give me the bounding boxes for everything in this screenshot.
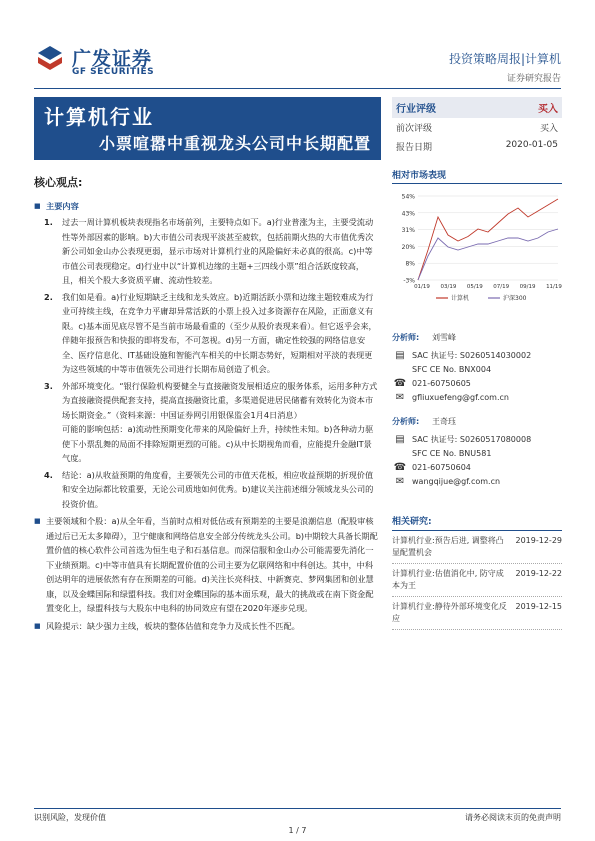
point-4-text: 结论：a)从收益预期的角度看，主要领先公司的市值天花板，相应收益预期的折现价值和安全边际都比较重要，无论公司质地如何优秀。b)建议关注前述细分领域龙头公司的投资价值。: [62, 469, 374, 509]
related-date: 2019-12-29: [515, 536, 562, 545]
page-number: 1 / 7: [288, 826, 307, 835]
title-band: [34, 97, 381, 160]
report-type: 投资策略周报|计算机: [448, 52, 561, 66]
point-3-impact: 可能的影响包括：a)流动性预期变化带来的风险偏好上升，持续性未知。b)各种动力驱使下小票乱舞的局面不排除短期更烈的可能。c)从中长期视角而看，应能提升金融IT景气度。: [62, 424, 374, 463]
mail-icon: ✉: [395, 391, 405, 403]
analyst-sac: SAC 执证号: S0260514030002: [412, 350, 532, 360]
main-content: [34, 176, 379, 633]
gf-logo-icon: [34, 44, 66, 76]
analyst-email[interactable]: wangqijue@gf.com.cn: [412, 476, 501, 486]
x-tick-label: 11/19: [546, 284, 562, 290]
rating-row: [392, 97, 562, 118]
y-tick-label: 8%: [405, 260, 415, 268]
analyst-sac: SAC 执证号: S0260517080008: [412, 434, 532, 444]
phone-icon: ☎: [393, 461, 407, 473]
footer-slogan: 识别风险，发现价值: [34, 813, 106, 822]
point-2: 2. 我们如是看。a)行业短期缺乏主线和龙头效应。b)近期活跃小票和边缘主题较难成为行业可持续主线，在竞争力平庸却异常活跃的小票上投入过多资源存在风险，正面意义有限。c)基本面见底尽管不是当前市场最看重的（至少从股价表现来看）。但它返乎会来，伴随年报预告和快报的即将发布，不可忽视。d)另一方面，确定性较强的网络信息安全、医疗信息化、IT基础设施和智能汽车相关的中长期态势好，短期相对平淡的表现更为这些领域的中等市值领先公司进行长期布局创造了机会。: [44, 291, 377, 374]
related-label: 相关研究:: [392, 514, 562, 531]
rating-value: 买入: [538, 104, 558, 115]
rating-key: 行业评级: [396, 104, 436, 115]
analyst-sfc: SFC CE No. BNX004: [412, 364, 492, 374]
relative-performance-chart: [392, 183, 562, 313]
chart-svg: [392, 184, 562, 312]
y-tick-label: 54%: [401, 193, 415, 201]
chart-title: 相对市场表现: [392, 171, 447, 181]
x-tick-label: 01/19: [414, 284, 430, 290]
report-title: 小票喧嚣中重视龙头公司中长期配置: [98, 134, 371, 153]
point-3-text: 外部环境变化。“银行保险机构要健全与直接融资发展相适应的服务体系，运用多种方式为直接融资提供配套支持，提高直接融资比重，多渠道促进居民储蓄有效转化为资本市场长期资金。”（资料来源：中国证券网引用银保监会1月4日消息）: [62, 380, 378, 420]
x-tick-label: 05/19: [466, 284, 483, 290]
analyst-block-2: [392, 414, 562, 488]
id-card-icon: ▤: [395, 349, 405, 361]
y-tick-label: 20%: [401, 243, 415, 251]
y-tick-label: 31%: [401, 227, 415, 235]
analyst-label: 分析师:: [392, 416, 420, 426]
related-item[interactable]: [392, 564, 562, 597]
related-item[interactable]: [392, 597, 562, 630]
analyst-name: 王奇珏: [432, 416, 456, 426]
analyst-sfc: SFC CE No. BNU581: [412, 448, 492, 458]
related-title: 计算机行业:估值消化中, 防守成本为王: [392, 569, 504, 590]
y-tick-label: -3%: [403, 277, 415, 285]
related-research: [392, 514, 562, 630]
x-tick-label: 07/19: [493, 284, 510, 290]
footer-divider: [34, 808, 561, 809]
analyst-email[interactable]: gfliuxuefeng@gf.com.cn: [412, 392, 509, 402]
rating-row: [392, 137, 562, 156]
point-4: 4. 结论：a)从收益预期的角度看，主要领先公司的市值天花板，相应收益预期的折现价值和安全边际都比较重要，无论公司质地如何优秀。b)建议关注前述细分领域龙头公司的投资价值。: [44, 469, 374, 509]
rating-row: [392, 118, 562, 137]
analyst-phone: 021-60750605: [412, 378, 471, 388]
point-2-text: 我们如是看。a)行业短期缺乏主线和龙头效应。b)近期活跃小票和边缘主题较难成为行业可持续主线，在竞争力平庸却异常活跃的小票上投入过多资源存在风险，正面意义有限。c)基本面见底尽管不是当前市场最看重的（至少从股价表现来看）。但它返乎会来，伴随年报预告和快报的即将发布，不可忽视。d)另一方面，确定性较强的网络信息安全、医疗信息化、IT基础设施和智能汽车相关的中长期态势好，短期相对平淡的表现更为这些领域的中等市值领先公司进行长期布局创造了机会。: [62, 291, 377, 374]
series-line: [418, 229, 558, 280]
related-title: 计算机行业:预告后进, 调整将凸显配置机会: [392, 536, 504, 557]
phone-icon: ☎: [393, 377, 407, 389]
analyst-block-1: [392, 330, 562, 404]
rating-key: 报告日期: [396, 143, 433, 153]
related-date: 2019-12-22: [515, 569, 562, 578]
id-card-icon: ▤: [395, 433, 405, 445]
bullet-main-content: ■ 主要内容: [34, 199, 379, 214]
brand-name-en: GF SECURITIES: [72, 67, 155, 77]
related-date: 2019-12-15: [515, 602, 562, 611]
rating-value: 买入: [539, 124, 558, 134]
bullet-risk: ■ 风险提示：缺少强力主线，板块的整体估值和竞争力及成长性不匹配。: [34, 619, 379, 634]
industry-title: 计算机行业: [44, 105, 154, 129]
point-3: 3. 外部环境变化。“银行保险机构要健全与直接融资发展相适应的服务体系，运用多种方式为直接融资提供配套支持，提高直接融资比重，多渠道促进居民储蓄有效转化为资本市场长期资金。”（资料来源：中国证券网引用银保监会1月4日消息）: [44, 380, 378, 420]
analyst-name: 刘雪峰: [432, 332, 456, 342]
point-1-text: 过去一周计算机板块表现指名市场前列，主要特点如下。a)行业普涨为主，主要受流动性等外部因素的影响。b)大市值公司表现平淡甚至疲软，包括前期火热的大市值优秀次新公司如金山办公表现更弱，显示市场对计算机行业的风险偏好未必真的很高。c)中等市值公司表现稳定。d)行业中以“计算机边缘的主题+三四线小票”组合活跃度较高，且，相关个股大多资质平庸、流动性较差。: [62, 217, 374, 285]
brand-logo: [34, 42, 164, 82]
footer-disclaimer[interactable]: 请务必阅读末页的免责声明: [465, 813, 561, 822]
related-title: 计算机行业:静待外部环境变化反应: [392, 602, 507, 623]
rating-value: 2020-01-05: [505, 140, 558, 150]
related-item[interactable]: [392, 531, 562, 564]
core-view-heading: 核心观点:: [34, 176, 83, 189]
legend-label: 计算机: [451, 295, 470, 302]
x-tick-label: 03/19: [440, 284, 457, 290]
analyst-label: 分析师:: [392, 332, 420, 342]
report-subtype: 证券研究报告: [506, 74, 561, 84]
rating-table: [392, 97, 562, 156]
x-tick-label: 09/19: [519, 284, 536, 290]
mail-icon: ✉: [395, 475, 405, 487]
legend-label: 沪深300: [503, 295, 527, 302]
rating-key: 前次评级: [396, 124, 433, 134]
analyst-phone: 021-60750604: [412, 462, 471, 472]
report-type-block: [449, 50, 561, 84]
point-1: 1. 过去一周计算机板块表现指名市场前列，主要特点如下。a)行业普涨为主，主要受流动性等外部因素的影响。b)大市值公司表现平淡甚至疲软，包括前期火热的大市值优秀次新公司如金山办公表现更弱，显示市场对计算机行业的风险偏好未必真的很高。c)中等市值公司表现稳定。d)行业中以“计算机边缘的主题+三四线小票”组合活跃度较高，且，相关个股大多资质平庸、流动性较差。: [44, 217, 374, 285]
header-divider: [34, 88, 561, 89]
brand-name-cn: 广发证券: [72, 48, 153, 70]
bullet-key-stocks: ■ 主要领域和个股：a)从全年看，当前时点相对低估或有预期差的主要是浪潮信息（配股审核通过后已无太多障碍），卫宁健康和网络信息安全部分传统龙头公司。b)中期较大具备长期配置价值的核心软件公司首选为恒生电子和石基信息。而深信服和金山办公可能需要先消化一下业绩预期。c)中等市值具有长期配置价值的公司主要为亿联网络和中科创达。其中，中科创达明年的进展依然有存在预期差的可能。d)关注长亮科技、中新赛克、梦网集团和创业慧康，以及金蝶国际和绿盟科技。我们对金蝶国际的基本面乐观，最大的挑战或在南下资金配置变化上，绿盟科技与大股东中电科的协同效应有望在2020年逐步兑现。: [34, 514, 379, 616]
y-tick-label: 43%: [401, 210, 415, 218]
